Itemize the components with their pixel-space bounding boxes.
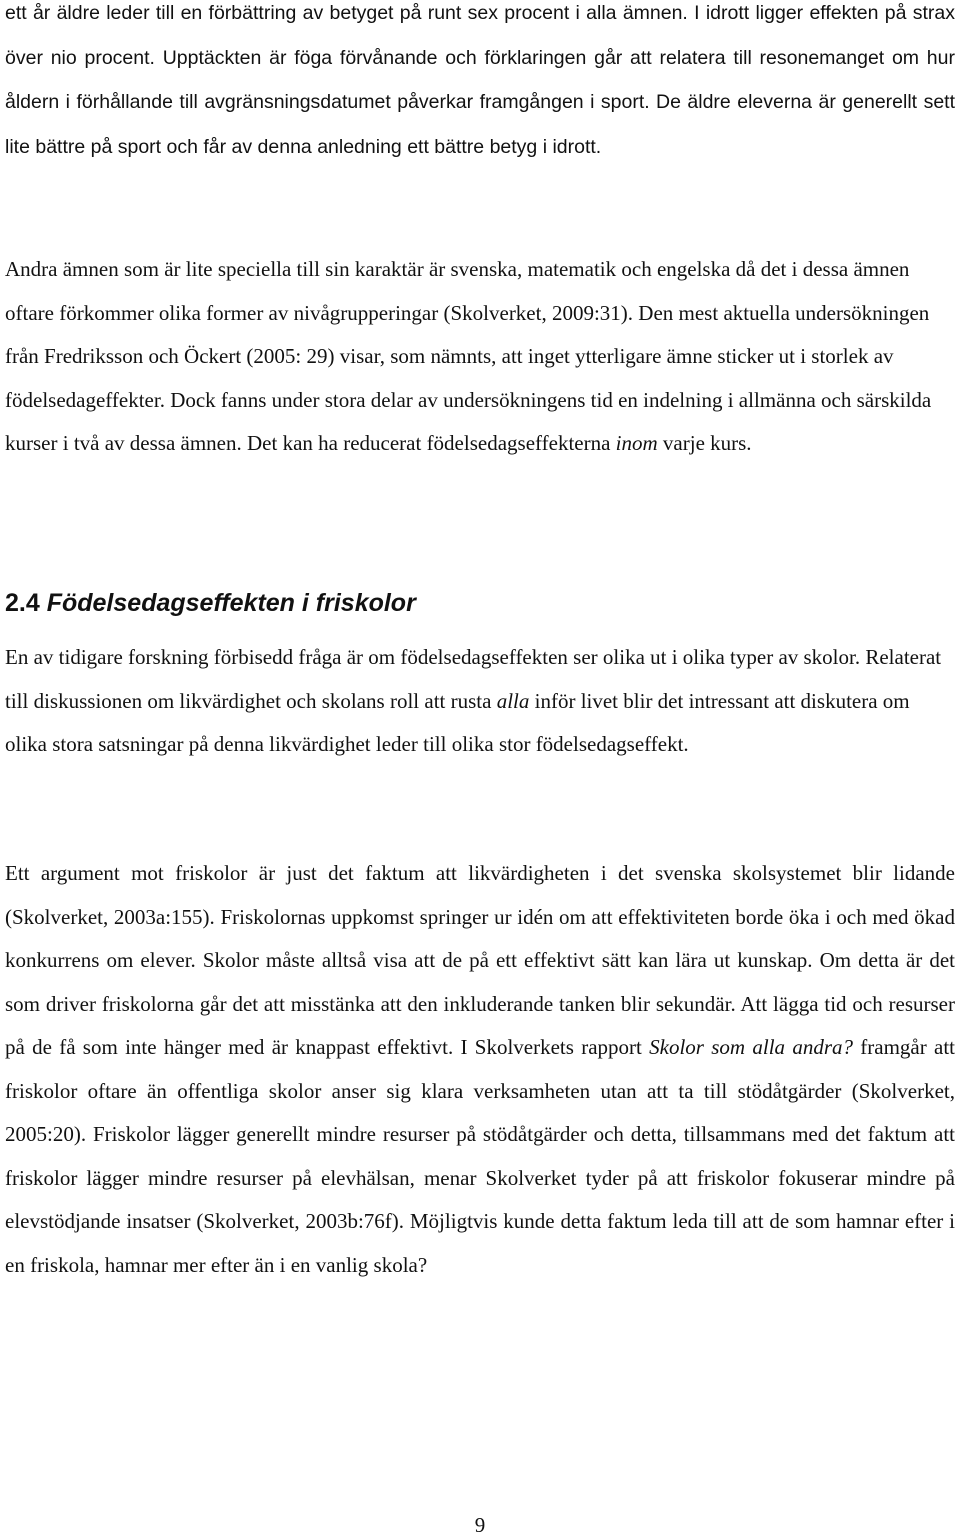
paragraph-2-text-a: Andra ämnen som är lite speciella till sin karaktär är svenska, matematik och engelska då det i dessa ämnen oftare förkommer olika former av nivågrupperingar (Skolverket, 2009:31). Den mest aktuella undersökningen från Fredriksson och Öckert (2005: 29) visar, som nämnts, att inget ytterligare ämne sticker ut i storlek av födelsedageffekter. Dock fanns under stora delar av undersökningens tid en indelning i allmänna och särskilda kurser i två av dessa ämnen. Det kan ha reducerat födelsedagseffekterna xyxy=(5,257,932,455)
paragraph-3-text-a: En av tidigare forskning förbisedd fråga är om födelsedagseffekten ser olika ut i olika typer av skolor. Relaterat till diskussionen om likvärdighet och skolans roll att rusta xyxy=(5,645,942,713)
paragraph-other-subjects xyxy=(5,248,955,466)
paragraph-4-report-title: Skolor som alla andra? xyxy=(649,1035,853,1059)
document-page xyxy=(5,0,955,1537)
paragraph-1-text-b: De äldre eleverna är generellt sett lite bättre på sport och får av denna anledning ett bättre betyg i idrott. xyxy=(5,91,956,158)
section-number: 2.4 xyxy=(5,589,40,617)
paragraph-4-text-b: framgår att friskolor oftare än offentliga skolor anser sig klara verksamheten utan att ta till stödåtgärder (Skolverket, 2005:20). Friskolor lägger generellt mindre resurser på stödåtgärder och detta, tillsammans med det faktum att friskolor lägger mindre resurser på elevhälsan, menar Skolverket tyder på att friskolor fokuserar mindre på elevstödjande insatser (Skolverket, 2003b:76f). Möjligtvis kunde detta faktum leda till att de som hamnar efter i en friskola, hamnar mer efter än i en vanlig skola? xyxy=(5,1035,956,1277)
paragraph-3-text-b: inför livet blir det intressant att diskutera om olika stora satsningar på denna likvärdighet leder till olika stor födelsedagseffekt. xyxy=(5,688,910,756)
page-number: 9 xyxy=(474,1513,486,1537)
paragraph-friskolor-argument xyxy=(5,852,955,1287)
paragraph-3-emphasis: alla xyxy=(496,688,530,713)
paragraph-2-text-b: varje kurs. xyxy=(662,431,752,455)
paragraph-4-text-a: Ett argument mot friskolor är just det faktum att likvärdigheten i det svenska skolsystemet blir lidande (Skolverket, 2003a:155). Friskolornas uppkomst springer ur idén om att effektiviteten borde öka i och med ökad konkurrens om elever. Skolor måste alltså visa att de på ett effektivt sätt kan lära ut kunskap. Om detta är det som driver friskolorna går det att misstänka att den inkluderande tanken blir sekundär. Att lägga tid och resurser på de få som inte hänger med är knappast effektivt. I Skolverkets rapport xyxy=(5,861,955,1059)
paragraph-2-emphasis: inom xyxy=(615,431,658,455)
paragraph-1-text-a: ett år äldre leder till en förbättring av betyget på runt sex procent i alla ämnen. I idrott ligger effekten på strax över nio procent. Upptäckten är föga förvånande och förklaringen går att relatera till resonemanget om hur åldern i förhållande till avgränsningsdatumet påverkar framgången i sport. xyxy=(5,2,955,113)
paragraph-birthday-effect-grades xyxy=(5,0,955,169)
section-heading xyxy=(5,586,416,620)
paragraph-friskolor-intro xyxy=(5,636,955,767)
section-title: Födelsedagseffekten i friskolor xyxy=(46,589,416,617)
